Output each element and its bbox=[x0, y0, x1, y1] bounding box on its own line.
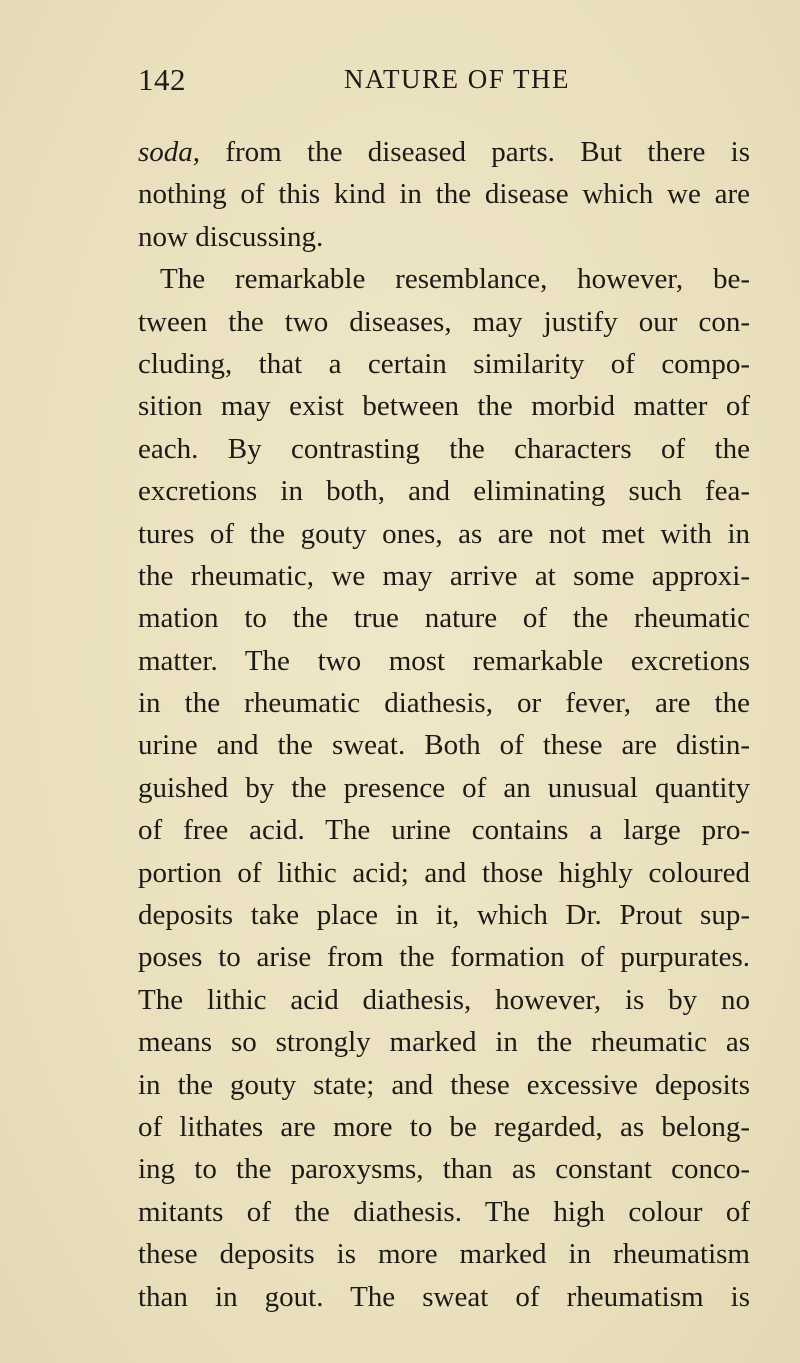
paragraph-start-line: The remarkable resemblance, however, be- bbox=[160, 263, 750, 296]
text-line: mitants of the diathesis. The high colour of bbox=[138, 1195, 750, 1228]
text-line: the rheumatic, we may arrive at some approxi- bbox=[138, 559, 750, 592]
text-line-rest: from the diseased parts. But there is bbox=[200, 136, 750, 168]
italic-word: soda, bbox=[138, 136, 201, 168]
text-line bbox=[138, 131, 750, 173]
text-line: The lithic acid diathesis, however, is by no bbox=[138, 983, 750, 1016]
text-line: nothing of this kind in the disease which we are bbox=[138, 178, 750, 211]
text-line: these deposits is more marked in rheumatism bbox=[138, 1238, 750, 1271]
body-text bbox=[138, 131, 750, 1318]
text-line: now discussing. bbox=[138, 220, 324, 253]
text-line: guished by the presence of an unusual quantity bbox=[138, 771, 750, 804]
text-line: sition may exist between the morbid matter of bbox=[138, 390, 750, 423]
text-line: excretions in both, and eliminating such fea- bbox=[138, 475, 750, 508]
text-line: in the gouty state; and these excessive deposits bbox=[138, 1068, 750, 1101]
text-line: tures of the gouty ones, as are not met with in bbox=[138, 517, 750, 550]
text-line: cluding, that a certain similarity of compo- bbox=[138, 347, 750, 380]
text-line: each. By contrasting the characters of the bbox=[138, 432, 750, 465]
text-line: portion of lithic acid; and those highly coloured bbox=[138, 856, 750, 889]
text-line: tween the two diseases, may justify our con- bbox=[138, 305, 750, 338]
page-header bbox=[138, 62, 750, 106]
page-number: 142 bbox=[138, 62, 186, 97]
text-line: in the rheumatic diathesis, or fever, are the bbox=[138, 687, 750, 720]
text-line: than in gout. The sweat of rheumatism is bbox=[138, 1280, 750, 1313]
text-line: urine and the sweat. Both of these are distin- bbox=[138, 729, 750, 762]
text-line: means so strongly marked in the rheumatic as bbox=[138, 1026, 750, 1059]
text-line: poses to arise from the formation of purpurates. bbox=[138, 941, 750, 974]
text-line: of free acid. The urine contains a large pro- bbox=[138, 814, 750, 847]
text-line: of lithates are more to be regarded, as belong- bbox=[138, 1110, 750, 1143]
text-line: matter. The two most remarkable excretions bbox=[138, 644, 750, 677]
running-head: NATURE OF THE bbox=[344, 64, 571, 94]
text-line: ing to the paroxysms, than as constant conco- bbox=[138, 1153, 750, 1186]
text-line: deposits take place in it, which Dr. Prout sup- bbox=[138, 899, 750, 932]
text-line: mation to the true nature of the rheumatic bbox=[138, 602, 750, 635]
